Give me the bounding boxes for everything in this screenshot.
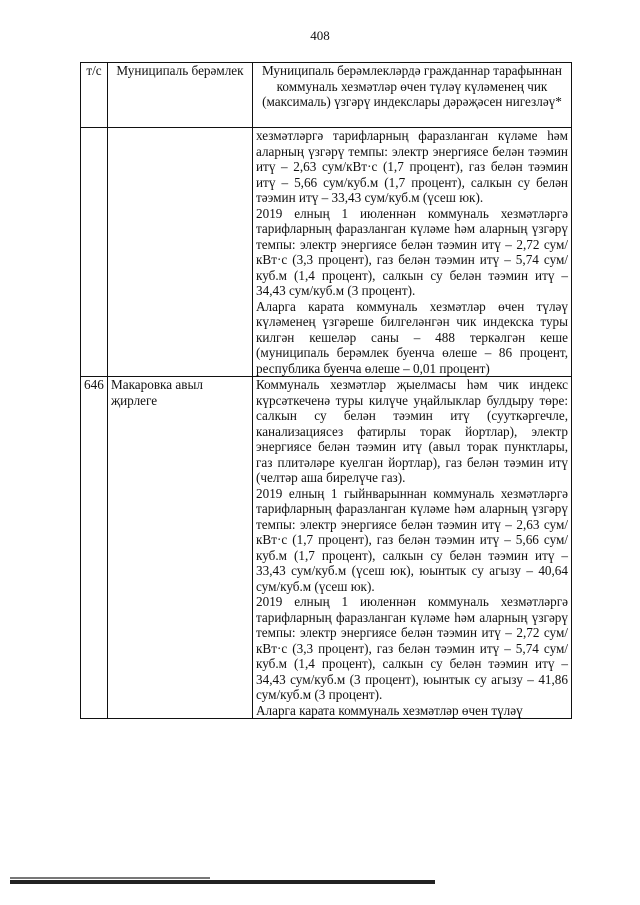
page-number: 408 (310, 28, 330, 43)
cell-municipality: Макаровка авыл җирлеге (108, 377, 253, 719)
cell-description (253, 377, 572, 719)
table-row-646 (81, 377, 572, 719)
paragraph: 2019 елның 1 гыйнварыннан коммуналь хезмәтләргә тарифларның фаразланган күләме һәм аларның үзгәрү темпы: электр энергиясе белән тәэмин итү – 2,63 сум/кВт·с (1,7 процент), газ белән тәэмин итү – 5,66 сум/куб.м (1,7 процент), салкын су белән тәэмин итү – 33,43 сум/куб.м (үсеш юк), юынтык су агызу – 40,64 сум/куб.м (үсеш юк). (256, 485, 568, 594)
paragraph: 2019 елның 1 июленнән коммуналь хезмәтләргә тарифларның фаразланган күләме һәм аларның үзгәрү темпы: электр энергиясе белән тәэмин итү – 2,72 сум/кВт·с (3,3 процент), газ белән тәэмин итү – 5,74 сум/куб.м (1,4 процент), салкын су белән тәэмин итү – 34,43 сум/куб.м (3 процент). (256, 205, 568, 298)
table-row-continued (81, 128, 572, 377)
scan-artifact (10, 880, 435, 884)
paragraph: 2019 елның 1 июленнән коммуналь хезмәтләргә тарифларның фаразланган күләме һәм аларның үзгәрү темпы: электр энергиясе белән тәэмин итү – 2,72 сум/кВт·с (3,3 процент), газ белән тәэмин итү – 5,74 сум/куб.м (1,4 процент), салкын су белән тәэмин итү – 34,43 сум/куб.м (3 процент), юынтык су агызу – 41,86 сум/куб.м (3 процент). (256, 594, 568, 702)
paragraph: Аларга карата коммуналь хезмәтләр өчен түләү (256, 702, 523, 718)
tariff-table (80, 62, 572, 719)
header-municipality: Муниципаль берәмлек (108, 63, 253, 128)
paragraph: Аларга карата коммуналь хезмәтләр өчен түләү күләменең үзгәреше билгеләнгән чик индекска туры килгән кешеләр саны – 488 теркәлгән кеше (муниципаль берәмлек буенча өлеше – 86 процент, республика буенча өлеше – 0,01 процент) (256, 298, 568, 376)
header-description: Муниципаль берәмлекләрдә гражданнар тарафыннан коммуналь хезмәтләр өчен түләү күләменең чик (максималь) үзгәрү индекслары дәрәҗәсен нигезләү* (253, 63, 572, 128)
table-header-row (81, 63, 572, 128)
cell-description-continued (253, 128, 572, 377)
cell-num-empty (81, 128, 108, 377)
paragraph: хезмәтләргә тарифларның фаразланган күләме һәм аларның үзгәрү темпы: электр энергиясе белән тәэмин итү – 2,63 сум/кВт·с (1,7 процент), газ белән тәэмин итү – 5,66 сум/куб.м (1,7 процент), салкын су белән тәэмин итү – 33,43 сум/куб.м (үсеш юк). (256, 128, 568, 205)
paragraph: Коммуналь хезмәтләр җыелмасы һәм чик индекс күрсәткеченә туры килүче уңайлыклар булдыру төре: салкын су белән тәэмин итү (сууткәргечле, канализациясез фатирлы торак йортлар), электр энергиясе белән тәэмин итү (авыл торак пунктлары, газ плитәләре куелган йортлар), газ белән тәэмин итү (челтәр аша бирелүче газ). (256, 377, 568, 485)
cell-num: 646 (81, 377, 108, 719)
scan-artifact (10, 877, 210, 879)
cell-municipality-empty (108, 128, 253, 377)
header-num: т/с (81, 63, 108, 128)
